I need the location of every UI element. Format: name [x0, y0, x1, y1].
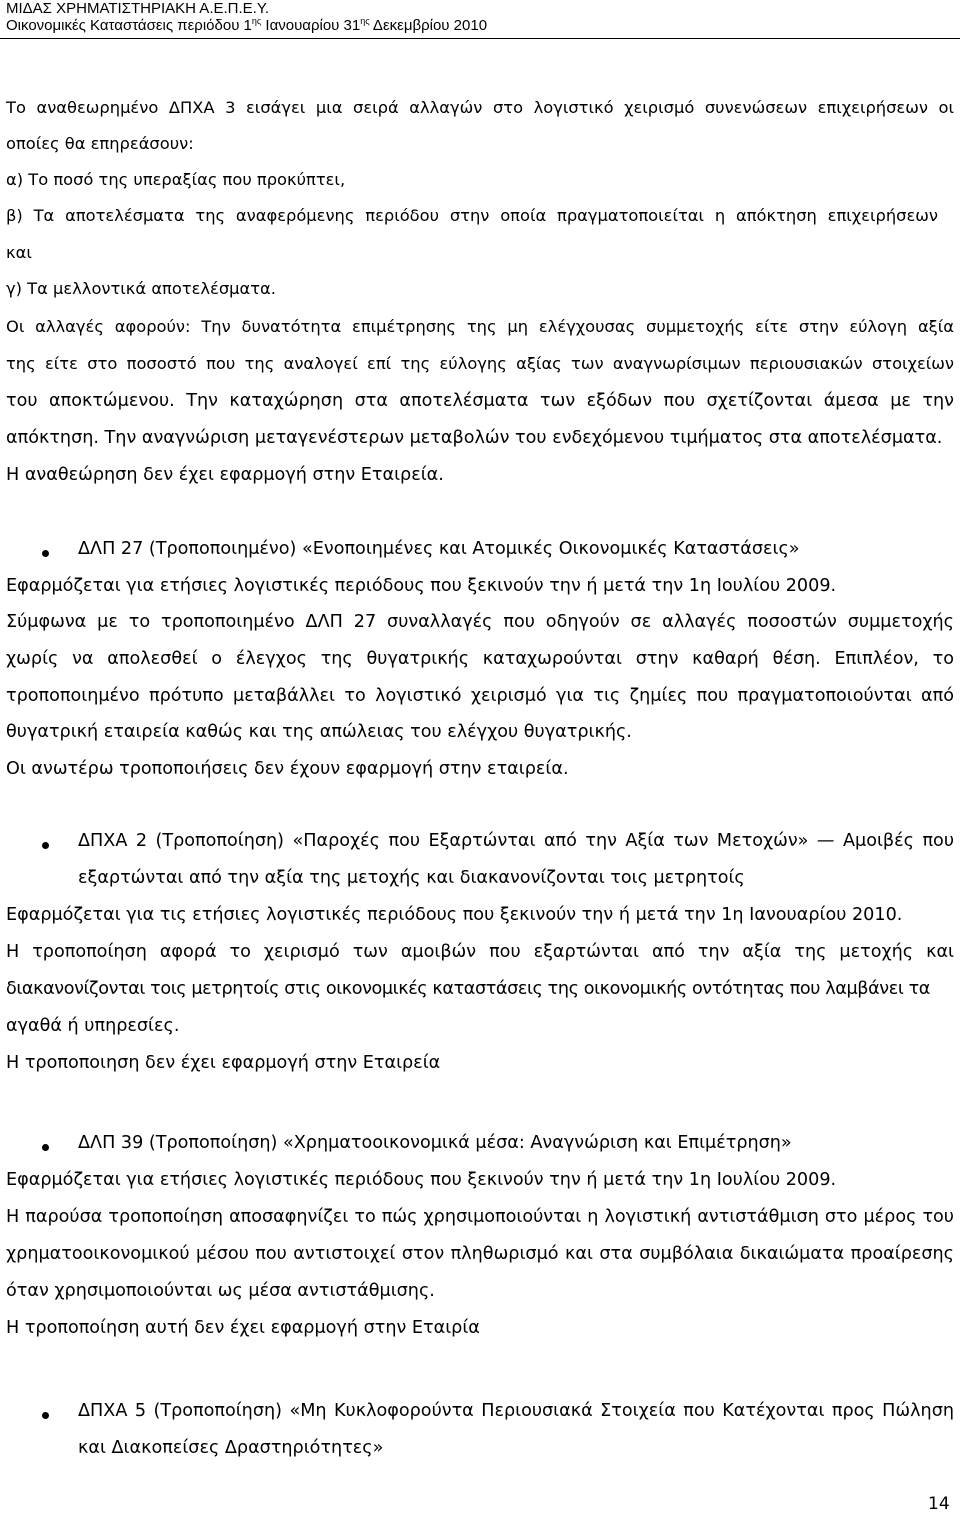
- body-line: οποίες θα επηρεάσουν:: [6, 134, 194, 153]
- section-heading: ΔΛΠ 39 (Τροποποίηση) «Χρηματοοικονομικά μέσα: Αναγνώριση και Επιμέτρηση»: [78, 1133, 792, 1153]
- section-heading: εξαρτώνται από την αξία της μετοχής και διακανονίζονται τοις μετρητοίς: [78, 868, 745, 888]
- body-line: Η αναθεώρηση δεν έχει εφαρμογή στην Εταιρεία.: [6, 465, 444, 485]
- body-line: και: [6, 243, 32, 262]
- body-line: Οι ανωτέρω τροποποιήσεις δεν έχουν εφαρμογή στην εταιρεία.: [6, 759, 569, 779]
- body-line: γ) Τα μελλοντικά αποτελέσματα.: [6, 279, 276, 298]
- header-period: Οικονομικές Καταστάσεις περιόδου $1^{\eta\varsigma}$ Ιανουαρίου $31^{\eta\varsigma}$ Δεκεμβρίου 2010: [6, 16, 488, 34]
- body-line: διακανονίζονται τοις μετρητοίς στις οικονομικές καταστάσεις της οικονομικής οντότητας που λαμβάνει τα: [6, 979, 930, 999]
- body-line: τροποποιημένο πρότυπο μεταβάλλει το λογιστικό χειρισμό για τις ζημίες που πραγματοποιούνται από: [6, 686, 954, 706]
- body-line: Η τροποποίηση αφορά το χειρισμό των αμοιβών που εξαρτώνται από την αξία της μετοχής και: [6, 942, 954, 962]
- body-line: Εφαρμόζεται για ετήσιες λογιστικές περιόδους που ξεκινούν την ή μετά την 1η Ιουλίου 2009.: [6, 1170, 837, 1190]
- body-line: χρηματοοικονομικού μέσου που αντιστοιχεί στον πληθωρισμό και στα συμβόλαια δικαιώματα προαίρεσης: [6, 1244, 954, 1264]
- body-line: Η παρούσα τροποποίηση αποσαφηνίζει το πώς χρησιμοποιούνται η λογιστική αντιστάθμιση στο μέρος του: [6, 1207, 954, 1227]
- section-heading: ΔΠΧΑ 2 (Τροποποίηση) «Παροχές που Εξαρτώνται από την Αξία των Μετοχών» — Αμοιβές που: [78, 831, 954, 851]
- body-line: αγαθά ή υπηρεσίες.: [6, 1016, 180, 1036]
- body-line: του αποκτώμενου. Την καταχώρηση στα αποτελέσματα των εξόδων που σχετίζονται άμεσα με την: [6, 391, 954, 411]
- body-line: β) Τα αποτελέσματα της αναφερόμενης περιόδου στην οποία πραγματοποιείται η απόκτηση επιχειρήσεων: [6, 206, 938, 225]
- body-line: Η τροποποίηση αυτή δεν έχει εφαρμογή στην Εταιρία: [6, 1318, 480, 1338]
- section-heading: και Διακοπείσες Δραστηριότητες»: [78, 1438, 384, 1458]
- body-line: α) Το ποσό της υπεραξίας που προκύπτει,: [6, 170, 346, 189]
- body-line: Οι αλλαγές αφορούν: Την δυνατότητα επιμέτρησης της μη ελέγχουσας συμμετοχής είτε στην εύλογη αξία: [6, 317, 954, 336]
- body-line: χωρίς να απολεσθεί ο έλεγχος της θυγατρικής καταχωρούνται στην καθαρή θέση. Επιπλέον, το: [6, 649, 954, 669]
- page-number: 14: [928, 1494, 950, 1514]
- header-rule: [0, 38, 960, 39]
- bullet-icon: [42, 1412, 49, 1419]
- body-line: θυγατρική εταιρεία καθώς και της απώλειας του ελέγχου θυγατρικής.: [6, 722, 632, 742]
- body-line: Η τροποποιηση δεν έχει εφαρμογή στην Εταιρεία: [6, 1053, 441, 1073]
- bullet-icon: [42, 1144, 49, 1151]
- body-line: Το αναθεωρημένο ΔΠΧΑ 3 εισάγει μια σειρά αλλαγών στο λογιστικό χειρισμό συνενώσεων επιχειρήσεων οι: [6, 98, 954, 117]
- header-company: ΜΙΔΑΣ ΧΡΗΜΑΤΙΣΤΗΡΙΑΚΗ Α.Ε.Π.Ε.Υ.: [6, 0, 270, 17]
- section-heading: ΔΛΠ 27 (Τροποποιημένο) «Ενοποιημένες και Ατομικές Οικονομικές Καταστάσεις»: [78, 539, 800, 559]
- body-line: όταν χρησιμοποιούνται ως μέσα αντιστάθμισης.: [6, 1281, 435, 1301]
- bullet-icon: [42, 550, 49, 557]
- body-line: Εφαρμόζεται για ετήσιες λογιστικές περιόδους που ξεκινούν την ή μετά την 1η Ιουλίου 2009.: [6, 576, 837, 596]
- body-line: Σύμφωνα με το τροποποιημένο ΔΛΠ 27 συναλλαγές που οδηγούν σε αλλαγές ποσοστών συμμετοχής: [6, 612, 954, 632]
- body-line: απόκτηση. Την αναγνώριση μεταγενέστερων μεταβολών του ενδεχόμενου τιμήματος στα αποτελέσματα.: [6, 428, 943, 448]
- section-heading: ΔΠΧΑ 5 (Τροποποίηση) «Μη Κυκλοφορούντα Περιουσιακά Στοιχεία που Κατέχονται προς Πώληση: [78, 1401, 954, 1421]
- body-line: της είτε στο ποσοστό που της αναλογεί επί της εύλογης αξίας των αναγνωρίσιμων περιουσιακών στοιχείων: [6, 354, 954, 373]
- body-line: Εφαρμόζεται για τις ετήσιες λογιστικές περιόδους που ξεκινούν την ή μετά την 1η Ιανουαρίου 2010.: [6, 905, 903, 925]
- bullet-icon: [42, 842, 49, 849]
